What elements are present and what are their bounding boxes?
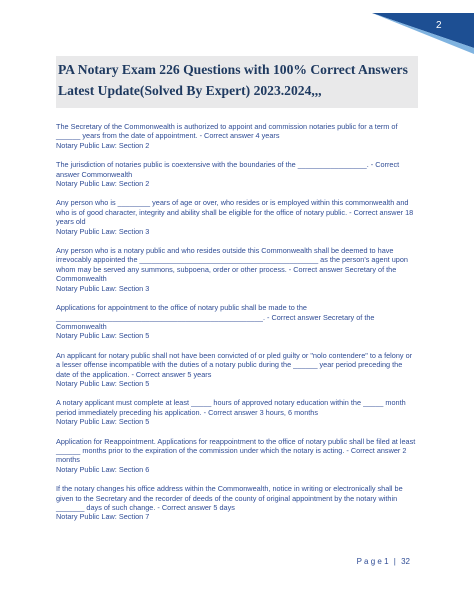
question-text: Applications for appointment to the office of notary public shall be made to the ___________________________________________________. - Correct answer Secretary of the Commonwealth: [56, 303, 375, 331]
question-item: [56, 246, 418, 293]
question-text: An applicant for notary public shall not have been convicted of or pled guilty or "nolo contendere" to a felony or a lesser offense incompatible with the duties of a notary public during the ______ year period preceding the date of the application. - Correct answer 5 years: [56, 350, 413, 379]
question-item: [56, 198, 418, 236]
question-source: Notary Public Law: Section 3: [56, 226, 150, 236]
footer-total-pages: 32: [401, 557, 410, 566]
page-footer: [357, 557, 410, 566]
footer-page-label: P a g e: [356, 557, 382, 566]
question-text: A notary applicant must complete at least _____ hours of approved notary education within the _____ month period immediately preceding his application. - Correct answer 3 hours, 6 months: [56, 398, 406, 417]
header-page-number: 2: [436, 20, 442, 31]
question-list: [56, 122, 418, 532]
question-item: [56, 437, 418, 475]
question-text: The Secretary of the Commonwealth is authorized to appoint and commission notaries public for a term of ______ years from the date of appointment. - Correct answer 4 years: [56, 122, 398, 141]
question-text: Application for Reappointment. Applications for reappointment to the office of notary public shall be filed at least ______ months prior to the expiration of the commission under which the notary is acting. - Correct answer 2 months: [56, 436, 416, 465]
document-title: [56, 56, 418, 101]
title-box: [56, 56, 418, 108]
question-item: [56, 303, 418, 341]
footer-separator: |: [393, 557, 396, 566]
question-text: Any person who is a notary public and who resides outside this Commonwealth shall be deemed to have irrevocably appointed the ____________________________________________ as the person's agent upon whom may be served any summons, subpoena, order or other process. - Correct answer Secretary of the Commonwealth: [56, 246, 408, 284]
question-item: [56, 351, 418, 389]
question-source: Notary Public Law: Section 5: [56, 331, 150, 341]
title-line-2: Latest Update(Solved By Expert) 2023.2024,,,: [58, 83, 322, 98]
question-item: [56, 398, 418, 426]
question-source: Notary Public Law: Section 3: [56, 283, 150, 293]
question-source: Notary Public Law: Section 2: [56, 140, 150, 150]
question-text: If the notary changes his office address within the Commonwealth, notice in writing or electronically shall be given to the Secretary and the recorder of deeds of the county of original appointment by the notary within _______ days of such change. - Correct answer 5 days: [56, 484, 403, 512]
question-item: [56, 122, 418, 150]
question-text: Any person who is ________ years of age or over, who resides or is employed within this commonwealth and who is of good character, integrity and ability shall be eligible for the office of notary public. - Correct answer 18 years old: [56, 198, 414, 227]
question-item: [56, 160, 418, 188]
corner-decoration: [0, 0, 474, 60]
question-source: Notary Public Law: Section 2: [56, 179, 150, 189]
question-source: Notary Public Law: Section 6: [56, 464, 150, 474]
question-source: Notary Public Law: Section 5: [56, 378, 150, 388]
question-item: [56, 484, 418, 522]
title-line-1: PA Notary Exam 226 Questions with 100% Correct Answers: [58, 62, 408, 77]
question-text: The jurisdiction of notaries public is coextensive with the boundaries of the _________________. - Correct answer Commonwealth: [56, 160, 400, 179]
question-source: Notary Public Law: Section 7: [56, 512, 150, 522]
footer-current-page: 1: [384, 557, 389, 566]
question-source: Notary Public Law: Section 5: [56, 417, 150, 427]
